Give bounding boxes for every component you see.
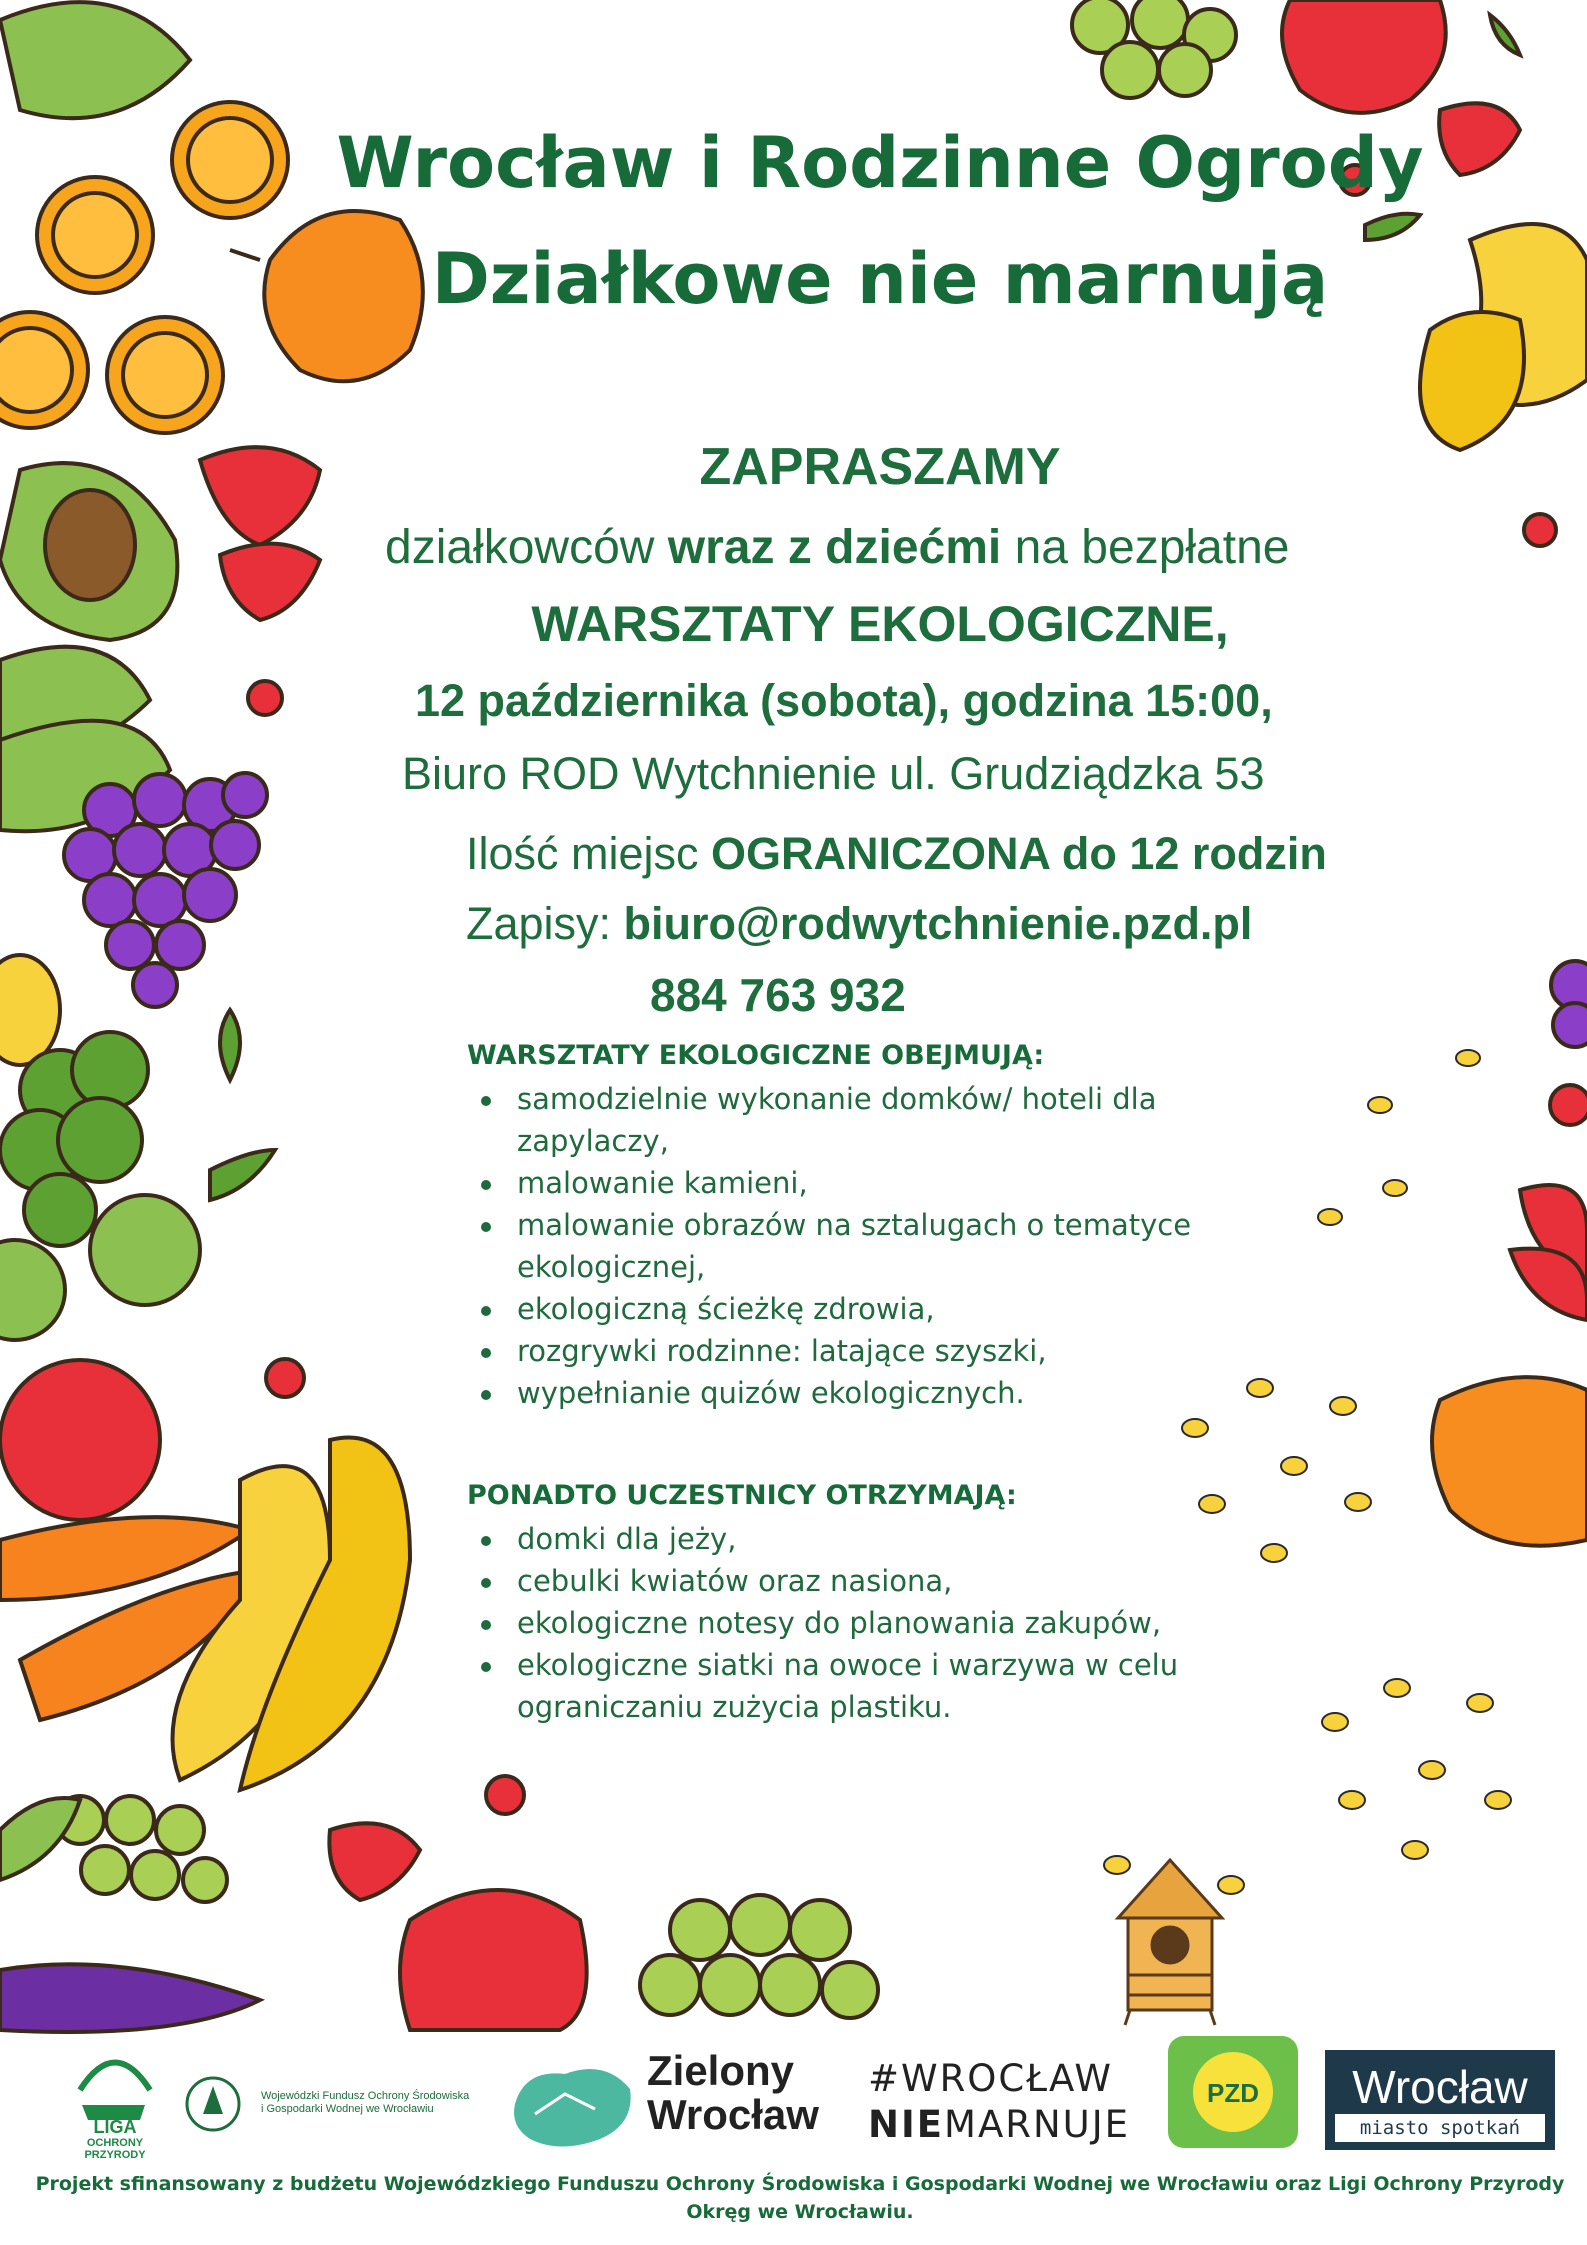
bullet-icon bbox=[481, 1306, 491, 1316]
subline-pre: działkowców bbox=[385, 521, 668, 574]
bullet-icon bbox=[481, 1578, 491, 1588]
pzd-logo bbox=[1168, 2036, 1298, 2148]
liga-bison-icon bbox=[60, 2030, 170, 2160]
ochrony-text: OCHRONY bbox=[86, 2137, 144, 2149]
section2-heading: PONADTO UCZESTNICY OTRZYMAJĄ: bbox=[467, 1480, 1017, 1511]
przyrody-text: PRZYRODY bbox=[84, 2149, 146, 2160]
signup-pre: Zapisy: bbox=[466, 898, 624, 949]
bullet-icon bbox=[481, 1096, 491, 1106]
list-item bbox=[475, 1078, 1275, 1162]
zielony-wroclaw-logo bbox=[505, 2049, 845, 2159]
zielony-text: Zielony bbox=[647, 2047, 795, 2094]
wfos-text-2: i Gospodarki Wodnej we Wrocławiu bbox=[261, 2103, 434, 2115]
section1-heading: WARSZTATY EKOLOGICZNE OBEJMUJĄ: bbox=[467, 1040, 1045, 1071]
list-item-text: malowanie obrazów na sztalugach o tematyce ekologicznej, bbox=[517, 1208, 1192, 1284]
places-bold: OGRANICZONA do 12 rodzin bbox=[711, 828, 1327, 879]
section1-list bbox=[475, 1078, 1275, 1414]
section2-list bbox=[475, 1518, 1275, 1728]
bullet-icon bbox=[481, 1536, 491, 1546]
bullet-icon bbox=[481, 1620, 491, 1630]
pzd-emblem-icon bbox=[1168, 2036, 1298, 2148]
list-item bbox=[475, 1162, 1275, 1204]
list-item-text: domki dla jeży, bbox=[517, 1522, 737, 1556]
list-item-text: malowanie kamieni, bbox=[517, 1166, 808, 1200]
list-item bbox=[475, 1518, 1275, 1560]
funding-note: Projekt sfinansowany z budżetu Wojewódzkiego Funduszu Ochrony Środowiska i Gospodarki Wodnej we Wrocławiu oraz Ligi Ochrony Przyrody Okręg we Wrocławiu. bbox=[35, 2173, 1565, 2223]
invite-heading: ZAPRASZAMY bbox=[699, 438, 1061, 496]
subline-post: na bezpłatne bbox=[1001, 521, 1290, 574]
wroclaw-tagline: miasto spotkań bbox=[1335, 2114, 1545, 2142]
signup-phone: 884 763 932 bbox=[650, 969, 906, 1021]
list-item-text: ekologiczne notesy do planowania zakupów, bbox=[517, 1606, 1162, 1640]
signup-line bbox=[466, 898, 1252, 950]
list-item-text: cebulki kwiatów oraz nasiona, bbox=[517, 1564, 953, 1598]
wroclaw-niemarnuje-hashtag bbox=[868, 2056, 1148, 2148]
sponsor-logos bbox=[0, 2024, 1587, 2174]
list-item bbox=[475, 1644, 1275, 1728]
event-date: 12 października (sobota), godzina 15:00, bbox=[415, 675, 1273, 726]
hashtag-rest: MARNUJE bbox=[944, 2103, 1131, 2146]
list-item bbox=[475, 1204, 1275, 1288]
places-pre: Ilość miejsc bbox=[466, 828, 712, 879]
hashtag-bold: NIE bbox=[868, 2103, 945, 2146]
wfos-text-1: Wojewódzki Fundusz Ochrony Środowiska bbox=[261, 2090, 470, 2102]
subline-bold: wraz z dziećmi bbox=[667, 521, 1002, 574]
bullet-icon bbox=[481, 1180, 491, 1190]
places-limit bbox=[466, 828, 1327, 880]
list-item bbox=[475, 1372, 1275, 1414]
event-address: Biuro ROD Wytchnienie ul. Grudziądzka 53 bbox=[402, 748, 1265, 799]
bullet-icon bbox=[481, 1222, 491, 1232]
list-item bbox=[475, 1288, 1275, 1330]
wroclaw-text: Wrocław bbox=[647, 2091, 819, 2138]
liga-text: LIGA bbox=[93, 2117, 137, 2137]
list-item-text: rozgrywki rodzinne: latające szyszki, bbox=[517, 1334, 1047, 1368]
workshops-heading: WARSZTATY EKOLOGICZNE, bbox=[531, 596, 1229, 652]
list-item bbox=[475, 1560, 1275, 1602]
wroclaw-miasto-spotkan-logo bbox=[1325, 2050, 1555, 2150]
list-item-text: samodzielnie wykonanie domków/ hoteli dla zapylaczy, bbox=[517, 1082, 1157, 1158]
wfosigw-logo bbox=[183, 2074, 493, 2134]
hashtag-line1: #WROCŁAW bbox=[868, 2057, 1113, 2100]
invite-subline bbox=[385, 520, 1289, 575]
bullet-icon bbox=[481, 1390, 491, 1400]
list-item-text: ekologiczne siatki na owoce i warzywa w celu ograniczaniu zużycia plastiku. bbox=[517, 1648, 1179, 1724]
bullet-icon bbox=[481, 1348, 491, 1358]
bullet-icon bbox=[481, 1662, 491, 1672]
liga-ochrony-przyrody-logo bbox=[60, 2030, 170, 2160]
wfos-tree-icon bbox=[183, 2074, 243, 2134]
list-item-text: wypełnianie quizów ekologicznych. bbox=[517, 1376, 1025, 1410]
zielony-wroclaw-map-icon bbox=[505, 2054, 640, 2154]
list-item bbox=[475, 1330, 1275, 1372]
poster-title: Wrocław i Rodzinne Ogrody Działkowe nie marnują bbox=[336, 122, 1424, 320]
signup-email-link[interactable]: biuro@rodwytchnienie.pzd.pl bbox=[623, 898, 1253, 949]
wroclaw-logo-text: Wrocław bbox=[1352, 2061, 1528, 2113]
list-item bbox=[475, 1602, 1275, 1644]
list-item-text: ekologiczną ścieżkę zdrowia, bbox=[517, 1292, 935, 1326]
pzd-text: PZD bbox=[1207, 2078, 1259, 2108]
